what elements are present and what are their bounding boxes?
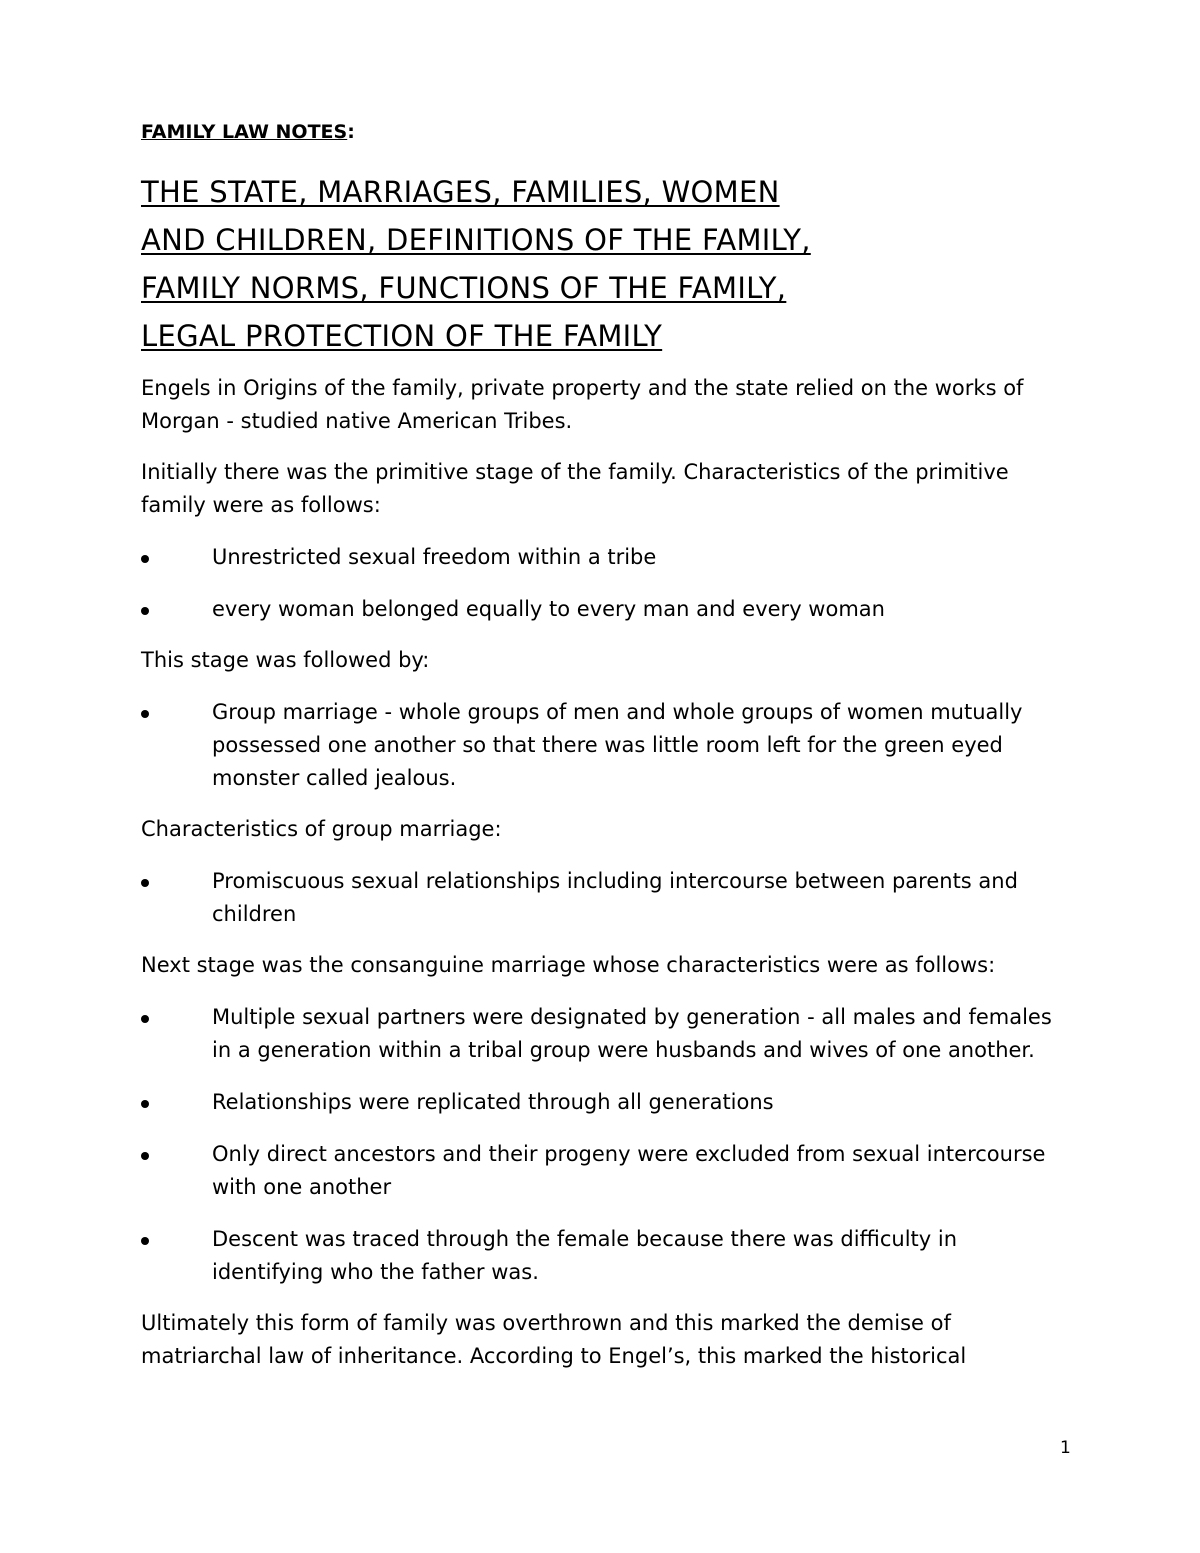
- page-content: [141, 118, 1071, 1373]
- bullet-icon: [141, 1152, 149, 1160]
- list-item-text: Promiscuous sexual relationships including intercourse between parents and children: [212, 869, 1018, 926]
- list-item-text: Unrestricted sexual freedom within a tribe: [212, 545, 657, 569]
- list-item: [141, 1138, 1071, 1204]
- list-item: [141, 1223, 1071, 1289]
- list-item: [141, 865, 1071, 931]
- list-item: [141, 1001, 1071, 1067]
- title-line: AND CHILDREN, DEFINITIONS OF THE FAMILY,: [141, 223, 811, 257]
- bullet-icon: [141, 1100, 149, 1108]
- list-item: [141, 1086, 1071, 1119]
- title-line: LEGAL PROTECTION OF THE FAMILY: [141, 319, 663, 353]
- bullet-icon: [141, 879, 149, 887]
- list-item-text: Multiple sexual partners were designated by generation - all males and females in a generation within a tribal group were husbands and wives of one another.: [212, 1005, 1052, 1062]
- list-item-text: Group marriage - whole groups of men and whole groups of women mutually possessed one another so that there was little room left for the green eyed monster called jealous.: [212, 700, 1023, 790]
- paragraph-followed-by: This stage was followed by:: [141, 648, 430, 672]
- bullet-icon: [141, 1015, 149, 1023]
- title-line: FAMILY NORMS, FUNCTIONS OF THE FAMILY,: [141, 271, 787, 305]
- list-item-text: every woman belonged equally to every man and every woman: [212, 597, 885, 621]
- bullet-icon: [141, 555, 149, 563]
- bullet-icon: [141, 1237, 149, 1245]
- paragraph-ultimately: Ultimately this form of family was overthrown and this marked the demise of matriarchal law of inheritance. According to Engel’s, this marked the historical: [141, 1311, 967, 1368]
- document-title: [141, 168, 1071, 360]
- primitive-characteristics-list: [141, 541, 1071, 626]
- notes-label-text: FAMILY LAW NOTES: [141, 121, 348, 143]
- list-item: [141, 696, 1071, 795]
- notes-label-colon: :: [347, 121, 355, 143]
- paragraph-consanguine: Next stage was the consanguine marriage whose characteristics were as follows:: [141, 953, 996, 977]
- paragraph-engels: Engels in Origins of the family, private property and the state relied on the works of Morgan - studied native American Tribes.: [141, 376, 1024, 433]
- title-line: THE STATE, MARRIAGES, FAMILIES, WOMEN: [141, 175, 780, 209]
- paragraph-group-characteristics: Characteristics of group marriage:: [141, 817, 502, 841]
- group-characteristics-list: [141, 865, 1071, 931]
- bullet-icon: [141, 710, 149, 718]
- list-item-text: Only direct ancestors and their progeny were excluded from sexual intercourse with one another: [212, 1142, 1046, 1199]
- list-item: [141, 593, 1071, 626]
- list-item-text: Descent was traced through the female because there was difficulty in identifying who the father was.: [212, 1227, 958, 1284]
- list-item: [141, 541, 1071, 574]
- bullet-icon: [141, 607, 149, 615]
- group-marriage-list: [141, 696, 1071, 795]
- paragraph-primitive-stage: Initially there was the primitive stage of the family. Characteristics of the primitive family were as follows:: [141, 460, 1009, 517]
- consanguine-characteristics-list: [141, 1001, 1071, 1289]
- list-item-text: Relationships were replicated through all generations: [212, 1090, 774, 1114]
- page-number: 1: [1060, 1438, 1071, 1458]
- notes-label: [141, 118, 1071, 146]
